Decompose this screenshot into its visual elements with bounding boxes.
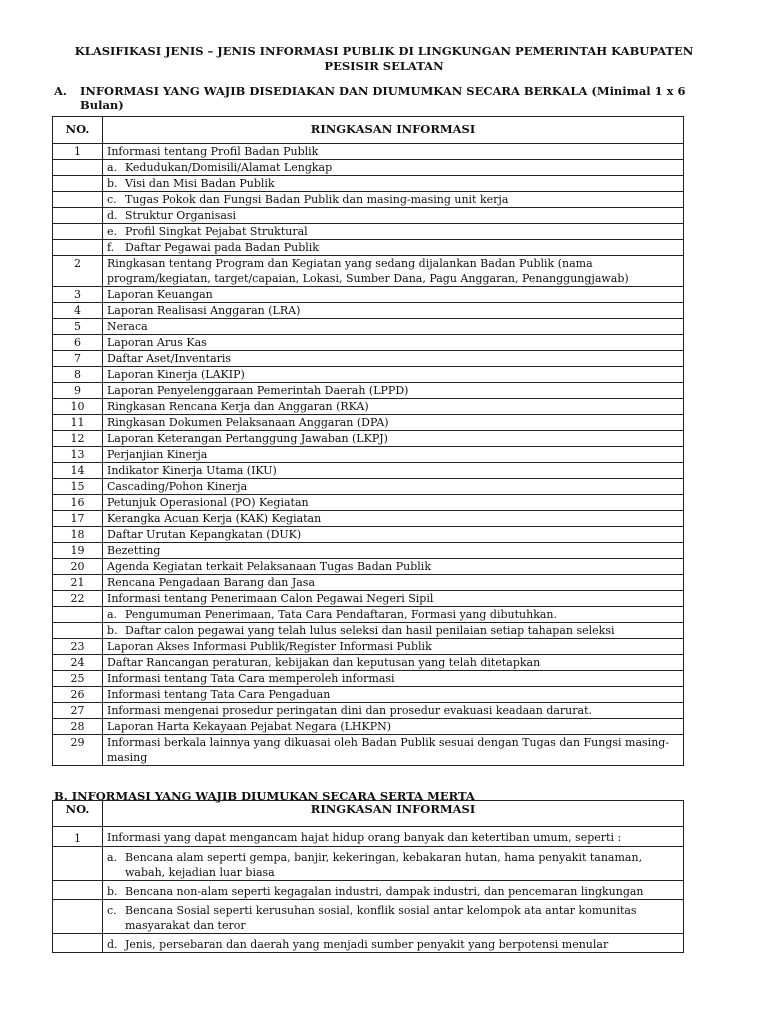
row-number bbox=[53, 208, 103, 224]
table-row bbox=[53, 671, 684, 687]
sub-item-cell bbox=[103, 881, 684, 900]
sub-item bbox=[107, 607, 679, 622]
sub-item-text: Jenis, persebaran dan daerah yang menjadi sumber penyakit yang berpotensi menular bbox=[125, 938, 609, 951]
sub-item-marker: d. bbox=[107, 938, 118, 951]
sub-item-marker: a. bbox=[107, 161, 118, 174]
row-number bbox=[53, 240, 103, 256]
row-number: 29 bbox=[53, 735, 103, 766]
summary-text: Laporan Arus Kas bbox=[103, 335, 684, 351]
page-title-line1: KLASIFIKASI JENIS – JENIS INFORMASI PUBLIK DI LINGKUNGAN PEMERINTAH KABUPATEN bbox=[74, 44, 694, 58]
table-row bbox=[53, 575, 684, 591]
sub-item-text: Bencana non-alam seperti kegagalan industri, dampak industri, dan pencemaran lingkungan bbox=[125, 885, 644, 898]
sub-item-marker: b. bbox=[107, 177, 118, 190]
page-title bbox=[40, 44, 728, 74]
summary-text: Laporan Realisasi Anggaran (LRA) bbox=[103, 303, 684, 319]
summary-text: Bezetting bbox=[103, 543, 684, 559]
row-number: 1 bbox=[53, 827, 103, 847]
table-row bbox=[53, 192, 684, 208]
section-b-heading: B. INFORMASI YANG WAJIB DIUMUKAN SECARA SERTA MERTA bbox=[54, 789, 475, 803]
immediate-information-table bbox=[52, 800, 684, 953]
table-row bbox=[53, 287, 684, 303]
summary-text: Ringkasan Dokumen Pelaksanaan Anggaran (DPA) bbox=[103, 415, 684, 431]
row-number: 26 bbox=[53, 687, 103, 703]
row-number: 11 bbox=[53, 415, 103, 431]
row-number: 27 bbox=[53, 703, 103, 719]
summary-text: Informasi tentang Tata Cara memperoleh informasi bbox=[103, 671, 684, 687]
sub-item-cell bbox=[103, 160, 684, 176]
sub-item-marker: d. bbox=[107, 209, 118, 222]
sub-item bbox=[107, 160, 679, 175]
row-number: 20 bbox=[53, 559, 103, 575]
row-number: 13 bbox=[53, 447, 103, 463]
sub-item-cell bbox=[103, 224, 684, 240]
table-row bbox=[53, 559, 684, 575]
sub-item-text: Visi dan Misi Badan Publik bbox=[125, 177, 275, 190]
periodic-information-table bbox=[52, 116, 684, 766]
row-number: 23 bbox=[53, 639, 103, 655]
table-row bbox=[53, 719, 684, 735]
section-a-title: INFORMASI YANG WAJIB DISEDIAKAN DAN DIUMUMKAN SECARA BERKALA (Minimal 1 x 6 Bulan) bbox=[80, 84, 686, 112]
summary-text: Daftar Urutan Kepangkatan (DUK) bbox=[103, 527, 684, 543]
table-row bbox=[53, 415, 684, 431]
sub-item bbox=[107, 176, 679, 191]
row-number: 5 bbox=[53, 319, 103, 335]
page-title-line2: PESISIR SELATAN bbox=[324, 59, 444, 73]
row-number bbox=[53, 623, 103, 639]
table-row bbox=[53, 463, 684, 479]
row-number bbox=[53, 224, 103, 240]
summary-text: Laporan Keuangan bbox=[103, 287, 684, 303]
section-a-letter: A. bbox=[54, 84, 67, 98]
row-number: 8 bbox=[53, 367, 103, 383]
table-row bbox=[53, 511, 684, 527]
table-row bbox=[53, 256, 684, 287]
row-number: 7 bbox=[53, 351, 103, 367]
table-row bbox=[53, 303, 684, 319]
row-number: 10 bbox=[53, 399, 103, 415]
sub-item-marker: a. bbox=[107, 608, 118, 621]
row-number bbox=[53, 176, 103, 192]
summary-text: Laporan Penyelenggaraan Pemerintah Daerah (LPPD) bbox=[103, 383, 684, 399]
table-row bbox=[53, 591, 684, 607]
row-number: 22 bbox=[53, 591, 103, 607]
table-row bbox=[53, 367, 684, 383]
sub-item-marker: c. bbox=[107, 904, 117, 917]
row-number: 14 bbox=[53, 463, 103, 479]
summary-text: Agenda Kegiatan terkait Pelaksanaan Tugas Badan Publik bbox=[103, 559, 684, 575]
sub-item-text: Bencana alam seperti gempa, banjir, kekeringan, kebakaran hutan, hama penyakit tanaman, wabah, kejadian luar biasa bbox=[125, 851, 643, 879]
row-number: 4 bbox=[53, 303, 103, 319]
sub-item-text: Daftar Pegawai pada Badan Publik bbox=[125, 241, 319, 254]
row-number bbox=[53, 881, 103, 900]
table-row bbox=[53, 735, 684, 766]
row-number: 9 bbox=[53, 383, 103, 399]
table-header-row bbox=[53, 801, 684, 827]
summary-text: Laporan Kinerja (LAKIP) bbox=[103, 367, 684, 383]
table-row bbox=[53, 224, 684, 240]
sub-item-cell bbox=[103, 623, 684, 639]
summary-text: Laporan Akses Informasi Publik/Register Informasi Publik bbox=[103, 639, 684, 655]
row-number bbox=[53, 192, 103, 208]
sub-item-cell bbox=[103, 934, 684, 953]
table-row bbox=[53, 335, 684, 351]
summary-text: Cascading/Pohon Kinerja bbox=[103, 479, 684, 495]
summary-text: Informasi tentang Penerimaan Calon Pegawai Negeri Sipil bbox=[103, 591, 684, 607]
summary-text: Kerangka Acuan Kerja (KAK) Kegiatan bbox=[103, 511, 684, 527]
row-number: 19 bbox=[53, 543, 103, 559]
sub-item bbox=[107, 192, 679, 207]
row-number: 1 bbox=[53, 144, 103, 160]
sub-item-text: Struktur Organisasi bbox=[125, 209, 237, 222]
table-row bbox=[53, 383, 684, 399]
table-row bbox=[53, 319, 684, 335]
sub-item-cell bbox=[103, 240, 684, 256]
row-number: 12 bbox=[53, 431, 103, 447]
sub-item-marker: e. bbox=[107, 225, 118, 238]
row-number bbox=[53, 847, 103, 881]
row-number: 3 bbox=[53, 287, 103, 303]
summary-text: Informasi berkala lainnya yang dikuasai oleh Badan Publik sesuai dengan Tugas dan Fungsi masing-masing bbox=[103, 735, 684, 766]
row-number: 28 bbox=[53, 719, 103, 735]
table-row bbox=[53, 655, 684, 671]
row-number bbox=[53, 934, 103, 953]
row-number: 21 bbox=[53, 575, 103, 591]
table-row bbox=[53, 144, 684, 160]
summary-text: Daftar Aset/Inventaris bbox=[103, 351, 684, 367]
sub-item-cell bbox=[103, 607, 684, 623]
sub-item-marker: c. bbox=[107, 193, 117, 206]
table-row bbox=[53, 900, 684, 934]
table-row bbox=[53, 479, 684, 495]
row-number: 16 bbox=[53, 495, 103, 511]
sub-item-cell bbox=[103, 208, 684, 224]
summary-text: Neraca bbox=[103, 319, 684, 335]
sub-item-cell bbox=[103, 192, 684, 208]
summary-text: Rencana Pengadaan Barang dan Jasa bbox=[103, 575, 684, 591]
column-header-no: NO. bbox=[53, 117, 103, 144]
column-header-summary: RINGKASAN INFORMASI bbox=[103, 801, 684, 827]
row-number: 18 bbox=[53, 527, 103, 543]
sub-item-marker: b. bbox=[107, 885, 118, 898]
table-row bbox=[53, 847, 684, 881]
column-header-no: NO. bbox=[53, 801, 103, 827]
table-row bbox=[53, 543, 684, 559]
table-row bbox=[53, 176, 684, 192]
sub-item-text: Profil Singkat Pejabat Struktural bbox=[125, 225, 308, 238]
row-number: 25 bbox=[53, 671, 103, 687]
sub-item-cell bbox=[103, 847, 684, 881]
table-row bbox=[53, 934, 684, 953]
row-number: 6 bbox=[53, 335, 103, 351]
table-header-row bbox=[53, 117, 684, 144]
summary-text: Petunjuk Operasional (PO) Kegiatan bbox=[103, 495, 684, 511]
sub-item bbox=[107, 884, 679, 899]
summary-text: Laporan Keterangan Pertanggung Jawaban (LKPJ) bbox=[103, 431, 684, 447]
sub-item-text: Tugas Pokok dan Fungsi Badan Publik dan masing-masing unit kerja bbox=[125, 193, 509, 206]
sub-item bbox=[107, 850, 679, 880]
table-row bbox=[53, 623, 684, 639]
sub-item-text: Pengumuman Penerimaan, Tata Cara Pendaftaran, Formasi yang dibutuhkan. bbox=[125, 608, 558, 621]
table-row bbox=[53, 639, 684, 655]
summary-text: Perjanjian Kinerja bbox=[103, 447, 684, 463]
summary-text: Ringkasan tentang Program dan Kegiatan yang sedang dijalankan Badan Publik (nama program/kegiatan, target/capaian, Lokasi, Sumber Dana, Pagu Anggaran, Penanggungjawab) bbox=[103, 256, 684, 287]
table-row bbox=[53, 447, 684, 463]
summary-text: Daftar Rancangan peraturan, kebijakan dan keputusan yang telah ditetapkan bbox=[103, 655, 684, 671]
sub-item bbox=[107, 937, 679, 952]
table-row bbox=[53, 687, 684, 703]
sub-item bbox=[107, 208, 679, 223]
table-row bbox=[53, 495, 684, 511]
sub-item-cell bbox=[103, 176, 684, 192]
row-number: 15 bbox=[53, 479, 103, 495]
row-number: 24 bbox=[53, 655, 103, 671]
sub-item-text: Daftar calon pegawai yang telah lulus seleksi dan hasil penilaian setiap tahapan seleksi bbox=[125, 624, 615, 637]
summary-text: Informasi tentang Tata Cara Pengaduan bbox=[103, 687, 684, 703]
row-number bbox=[53, 160, 103, 176]
table-row bbox=[53, 607, 684, 623]
table-row bbox=[53, 827, 684, 847]
summary-text: Informasi yang dapat mengancam hajat hidup orang banyak dan ketertiban umum, seperti : bbox=[103, 827, 684, 847]
sub-item bbox=[107, 623, 679, 638]
row-number: 17 bbox=[53, 511, 103, 527]
table-row bbox=[53, 240, 684, 256]
sub-item bbox=[107, 224, 679, 239]
column-header-summary: RINGKASAN INFORMASI bbox=[103, 117, 684, 144]
row-number bbox=[53, 900, 103, 934]
table-row bbox=[53, 351, 684, 367]
sub-item-cell bbox=[103, 900, 684, 934]
summary-text: Informasi tentang Profil Badan Publik bbox=[103, 144, 684, 160]
row-number bbox=[53, 607, 103, 623]
table-row bbox=[53, 160, 684, 176]
sub-item-marker: f. bbox=[107, 241, 115, 254]
summary-text: Indikator Kinerja Utama (IKU) bbox=[103, 463, 684, 479]
summary-text: Laporan Harta Kekayaan Pejabat Negara (LHKPN) bbox=[103, 719, 684, 735]
table-row bbox=[53, 527, 684, 543]
sub-item-marker: a. bbox=[107, 851, 118, 864]
table-row bbox=[53, 881, 684, 900]
table-row bbox=[53, 208, 684, 224]
sub-item bbox=[107, 240, 679, 255]
table-row bbox=[53, 431, 684, 447]
sub-item-text: Bencana Sosial seperti kerusuhan sosial, konflik sosial antar kelompok ata antar komunitas masyarakat dan teror bbox=[125, 904, 637, 932]
table-row bbox=[53, 399, 684, 415]
sub-item-text: Kedudukan/Domisili/Alamat Lengkap bbox=[125, 161, 333, 174]
sub-item-marker: b. bbox=[107, 624, 118, 637]
row-number: 2 bbox=[53, 256, 103, 287]
sub-item bbox=[107, 903, 679, 933]
table-row bbox=[53, 703, 684, 719]
summary-text: Informasi mengenai prosedur peringatan dini dan prosedur evakuasi keadaan darurat. bbox=[103, 703, 684, 719]
summary-text: Ringkasan Rencana Kerja dan Anggaran (RKA) bbox=[103, 399, 684, 415]
